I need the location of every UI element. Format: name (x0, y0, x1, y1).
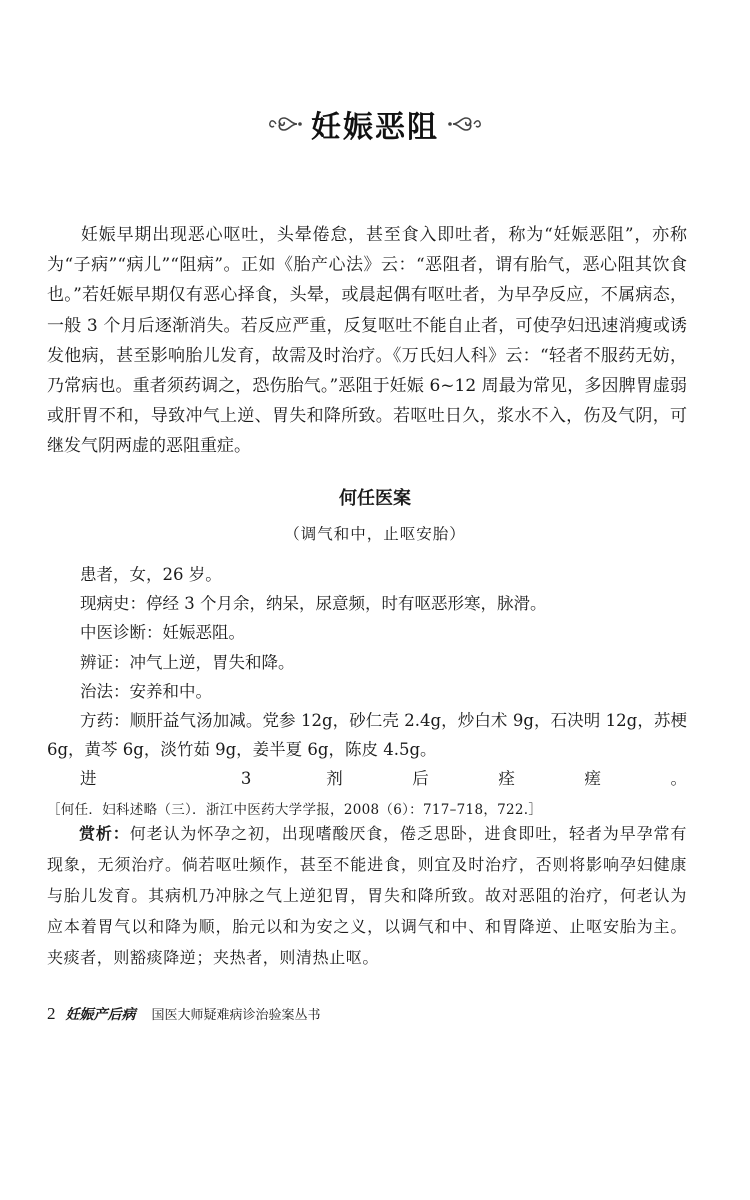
chapter-title (0, 100, 750, 148)
commentary-section (47, 818, 687, 973)
case-diagnosis: 中医诊断：妊娠恶阻。 (80, 623, 245, 643)
footer-series: 国医大师疑难病诊治验案丛书 (151, 1008, 321, 1023)
scroll-ornament-icon (447, 109, 483, 139)
case-syndrome: 辨证：冲气上逆，胃失和降。 (80, 652, 295, 672)
case-reference: ［何任．妇科述略（三）．浙江中医药大学学报，2008（6）：717–718，722.］ (47, 801, 543, 818)
case-patient: 患者，女，26 岁。 (80, 565, 222, 584)
case-therapy: 治法：安养和中。 (80, 681, 212, 701)
commentary-paragraph (47, 818, 687, 973)
case-record (47, 560, 687, 825)
scroll-ornament-icon (267, 109, 303, 139)
commentary-label: 赏析： (79, 824, 130, 843)
intro-paragraph: 妊娠早期出现恶心呕吐，头晕倦怠，甚至食入即吐者，称为“妊娠恶阻”，亦称为“子病”“病儿”“阻病”。正如《胎产心法》云：“恶阻者，谓有胎气，恶心阻其饮食也。”若妊娠早期仅有恶心择食，头晕，或晨起偶有呕吐者，为早孕反应，不属病态，一般 3 个月后逐渐消失。若反应严重，反复呕吐不能自止者，可使孕妇迅速消瘦或诱发他病，甚至影响胎儿发育，故需及时治疗。《万氏妇人科》云：“轻者不服药无妨，乃常病也。重者须药调之，恐伤胎气。”恶阻于妊娠 6~12 周最为常见，多因脾胃虚弱或肝胃不和，导致冲气上逆、胃失和降所致。若呕吐日久，浆水不入，伤及气阴，可继发气阴两虚的恶阻重症。 (47, 225, 687, 457)
intro-section (47, 220, 687, 462)
case-history: 现病史：停经 3 个月余，纳呆，尿意频，时有呕恶形寒，脉滑。 (80, 594, 547, 614)
chapter-title-text: 妊娠恶阻 (311, 110, 439, 145)
footer-section: 妊娠产后病 (65, 1007, 136, 1023)
page-footer (47, 1004, 321, 1028)
case-result (47, 764, 687, 824)
case-title: 何任医案 (339, 488, 411, 509)
case-subtitle: （调气和中，止呕安胎） (284, 525, 466, 543)
case-result-text: 进 3 剂后痊瘥。 (80, 769, 687, 789)
commentary-text: 何老认为怀孕之初，出现嗜酸厌食，倦乏思卧，进食即吐，轻者为早孕常有现象，无须治疗。倘若呕吐频作，甚至不能进食，则宜及时治疗，否则将影响孕妇健康与胎儿发育。其病机乃冲脉之气上逆犯胃，胃失和降所致。故对恶阻的治疗，何老认为应本着胃气以和降为顺，胎元以和为安之义，以调气和中、和胃降逆、止呕安胎为主。夹痰者，则豁痰降逆；夹热者，则清热止呕。 (47, 824, 687, 967)
page-number: 2 (47, 1004, 56, 1023)
case-prescription: 方药：顺肝益气汤加减。党参 12g，砂仁壳 2.4g，炒白术 9g，石决明 12g，苏梗 6g，黄芩 6g，淡竹茹 9g，姜半夏 6g，陈皮 4.5g。 (47, 711, 687, 760)
